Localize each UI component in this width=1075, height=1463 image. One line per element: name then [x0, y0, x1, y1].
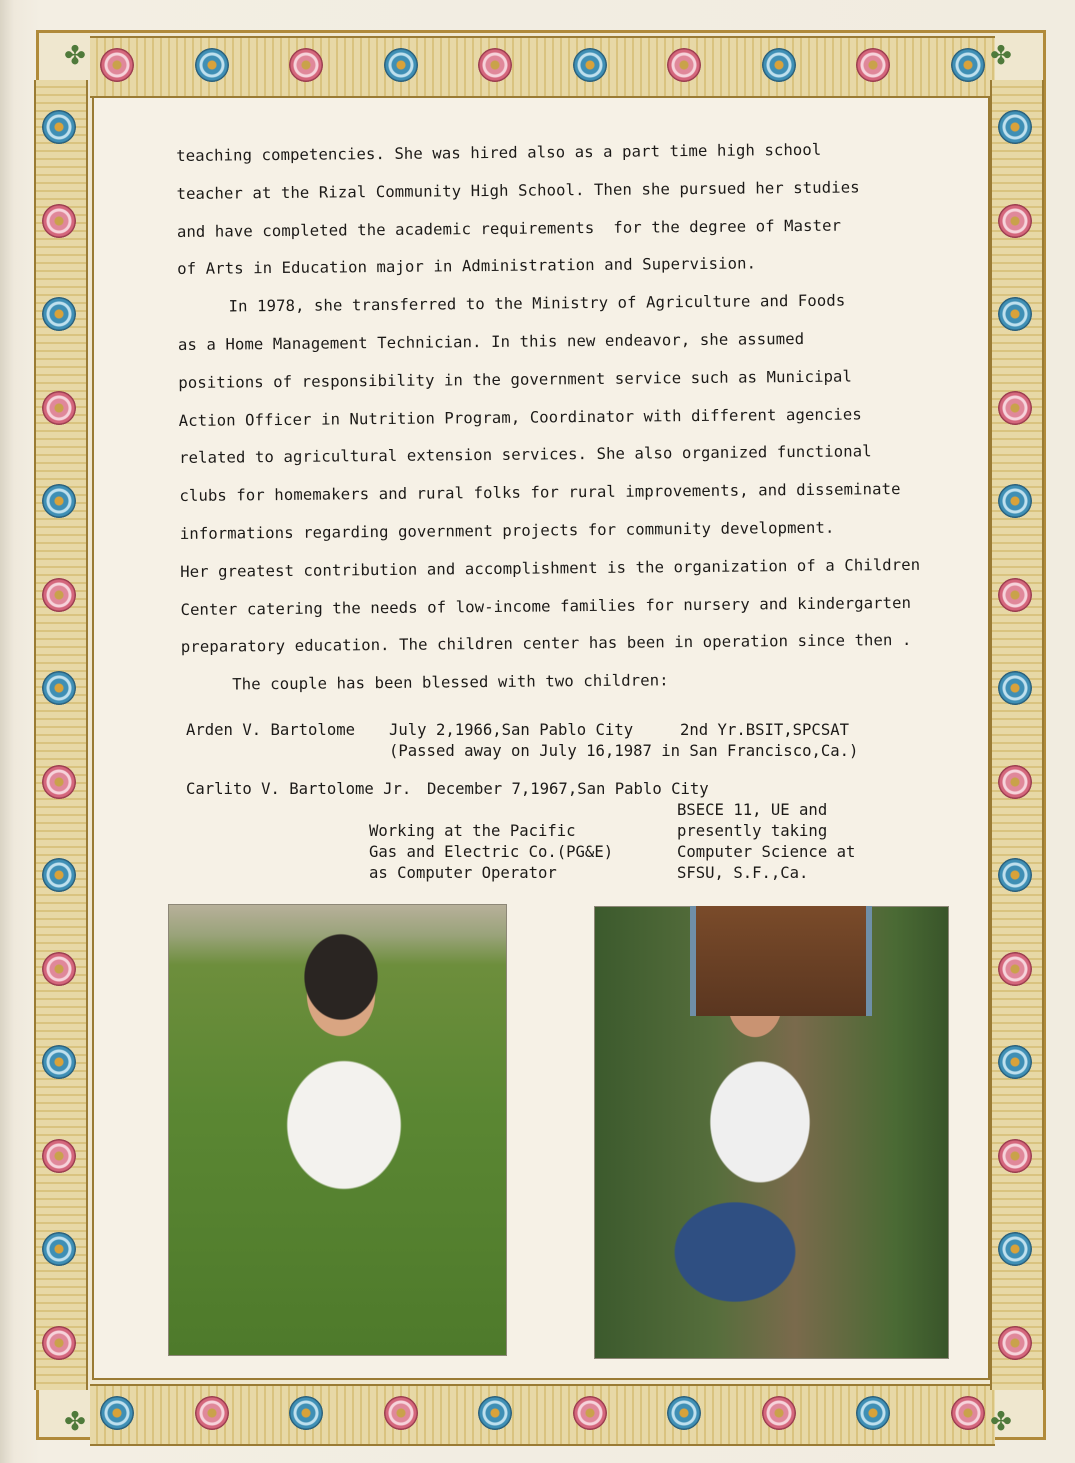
rosette-row-top	[100, 48, 985, 82]
child-education-line: presently taking	[677, 822, 828, 840]
text-line: preparatory education. The children center has been in operation since then .	[180, 631, 912, 657]
child-row	[186, 720, 946, 741]
rosette-icon	[478, 48, 512, 82]
rosette-icon	[42, 858, 76, 892]
text-line: of Arts in Education major in Administration and Supervision.	[177, 254, 757, 279]
rosette-icon	[762, 1396, 796, 1430]
rosette-icon	[762, 48, 796, 82]
child-work-line: as Computer Operator	[369, 864, 557, 882]
text-line: related to agricultural extension services. She also organized functional	[178, 442, 872, 468]
text-line: teaching competencies. She was hired also as a part time high school	[176, 140, 822, 165]
rosette-icon	[667, 1396, 701, 1430]
child-birth: December 7,1967,San Pablo City	[427, 780, 709, 798]
rosette-icon	[42, 1326, 76, 1360]
rosette-icon	[384, 1396, 418, 1430]
child-education: 2nd Yr.BSIT,SPCSAT	[680, 721, 849, 739]
child-education-line: SFSU, S.F.,Ca.	[677, 864, 809, 882]
rosette-icon	[998, 858, 1032, 892]
text-line: The couple has been blessed with two children:	[232, 671, 669, 694]
child-education-line: Computer Science at	[677, 843, 856, 861]
text-line: Her greatest contribution and accomplishment is the organization of a Children	[180, 555, 921, 581]
flourish-icon: ✤	[64, 33, 86, 73]
rosette-icon	[42, 1232, 76, 1266]
child-row	[186, 800, 946, 821]
rosette-icon	[998, 1045, 1032, 1079]
rosette-icon	[42, 110, 76, 144]
rosette-icon	[998, 765, 1032, 799]
rosette-icon	[573, 48, 607, 82]
text-line: informations regarding government projects for community development.	[179, 518, 835, 543]
rosette-icon	[573, 1396, 607, 1430]
child-row	[186, 821, 946, 842]
rosette-icon	[998, 484, 1032, 518]
children-list	[186, 720, 946, 884]
child-birth: July 2,1966,San Pablo City	[389, 721, 634, 739]
rosette-icon	[100, 48, 134, 82]
biography-text	[176, 131, 961, 705]
rosette-icon	[42, 297, 76, 331]
rosette-icon	[384, 48, 418, 82]
child-note: (Passed away on July 16,1987 in San Francisco,Ca.)	[389, 742, 859, 760]
child-photo-toddler	[168, 904, 507, 1356]
text-line: clubs for homemakers and rural folks for rural improvements, and disseminate	[179, 480, 901, 506]
rosette-icon	[42, 578, 76, 612]
rosette-icon	[667, 48, 701, 82]
text-line: teacher at the Rizal Community High School. Then she pursued her studies	[176, 178, 860, 203]
text-line: Center catering the needs of low-income families for nursery and kindergarten	[180, 593, 912, 619]
child-row	[186, 863, 946, 884]
rosette-icon	[998, 1326, 1032, 1360]
flourish-icon: ✤	[990, 1399, 1012, 1439]
rosette-icon	[42, 765, 76, 799]
child-row	[186, 779, 946, 800]
rosette-icon	[195, 1396, 229, 1430]
text-line: positions of responsibility in the government service such as Municipal	[178, 367, 853, 392]
rosette-icon	[42, 1139, 76, 1173]
flourish-icon: ✤	[990, 33, 1012, 73]
rosette-icon	[998, 1232, 1032, 1266]
rosette-icon	[195, 48, 229, 82]
child-row	[186, 741, 946, 762]
rosette-icon	[42, 204, 76, 238]
text-line: Action Officer in Nutrition Program, Coordinator with different agencies	[178, 405, 862, 430]
flourish-icon: ✤	[64, 1399, 86, 1439]
rosette-icon	[998, 952, 1032, 986]
child-name: Arden V. Bartolome	[186, 721, 355, 739]
rosette-icon	[998, 297, 1032, 331]
rosette-icon	[856, 1396, 890, 1430]
child-name: Carlito V. Bartolome Jr.	[186, 780, 412, 798]
text-line: and have completed the academic requirements for the degree of Master	[176, 216, 842, 241]
rosette-icon	[998, 1139, 1032, 1173]
rosette-icon	[998, 671, 1032, 705]
text-line: In 1978, she transferred to the Ministry of Agriculture and Foods	[228, 291, 846, 316]
child-work-line: Gas and Electric Co.(PG&E)	[369, 843, 614, 861]
rosette-column-right	[998, 110, 1032, 1360]
text-line: as a Home Management Technician. In this new endeavor, she assumed	[177, 329, 805, 354]
rosette-icon	[42, 1045, 76, 1079]
rosette-icon	[100, 1396, 134, 1430]
child-work-line: Working at the Pacific	[369, 822, 576, 840]
photo-window-detail	[690, 906, 872, 1016]
rosette-icon	[998, 204, 1032, 238]
rosette-icon	[289, 1396, 323, 1430]
rosette-icon	[42, 952, 76, 986]
rosette-icon	[998, 391, 1032, 425]
rosette-icon	[289, 48, 323, 82]
child-row	[186, 842, 946, 863]
rosette-icon	[42, 484, 76, 518]
child-education-line: BSECE 11, UE and	[677, 801, 828, 819]
rosette-column-left	[42, 110, 76, 1360]
rosette-icon	[42, 671, 76, 705]
rosette-icon	[42, 391, 76, 425]
rosette-icon	[478, 1396, 512, 1430]
rosette-icon	[998, 578, 1032, 612]
rosette-icon	[856, 48, 890, 82]
rosette-icon	[998, 110, 1032, 144]
rosette-row-bottom	[100, 1396, 985, 1430]
